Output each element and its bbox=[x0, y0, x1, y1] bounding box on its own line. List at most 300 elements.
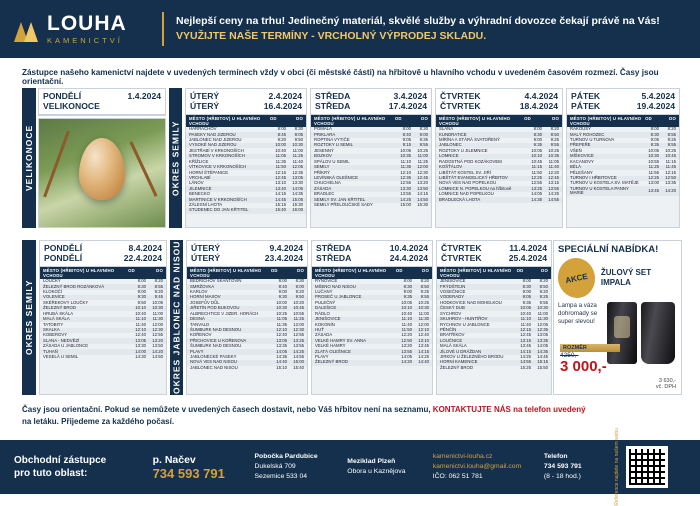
time-from-cell: 8:45 bbox=[277, 131, 286, 137]
time-to-cell: 12:00 bbox=[418, 321, 429, 327]
time-to-cell: 14:35 bbox=[537, 348, 548, 354]
row2-col0-table bbox=[40, 279, 166, 360]
schedule-row-2 bbox=[22, 240, 552, 395]
place-cell: HUŤ bbox=[315, 326, 324, 332]
time-from-cell: 13:05 bbox=[135, 337, 146, 343]
time-to-cell: 9:25 bbox=[667, 136, 676, 142]
time-from-cell: 13:30 bbox=[400, 185, 411, 191]
time-from-cell: 9:05 bbox=[402, 136, 411, 142]
time-from-cell: 13:45 bbox=[648, 188, 659, 194]
row1-col0-date1: 1.4.2024 bbox=[127, 91, 161, 101]
contact-title-block bbox=[14, 454, 153, 480]
time-to-cell: 8:50 bbox=[550, 131, 559, 137]
time-to-cell: 12:35 bbox=[537, 326, 548, 332]
place-cell: SYCHROV bbox=[440, 310, 462, 316]
time-from-cell: 9:20 bbox=[277, 136, 286, 142]
time-from-cell: 8:00 bbox=[278, 278, 287, 284]
time-from-cell: 14:45 bbox=[275, 196, 286, 202]
place-cell: RAKOUSY bbox=[570, 126, 592, 132]
row1-region-label: OKRES SEMILY bbox=[169, 88, 182, 228]
place-cell: HRUBÁ SKÁLA bbox=[43, 310, 74, 316]
time-from-cell: 10:55 bbox=[648, 158, 659, 164]
time-from-cell: 12:25 bbox=[531, 174, 542, 180]
place-cell: HORNÍ KAMENICE bbox=[440, 359, 478, 365]
time-to-cell: 15:30 bbox=[417, 202, 428, 208]
time-from-cell: 10:40 bbox=[520, 310, 531, 316]
time-from-cell: 13:15 bbox=[520, 337, 531, 343]
price-new: 3 000,- bbox=[560, 358, 607, 375]
page-header bbox=[0, 0, 700, 58]
schedule-row-1 bbox=[22, 88, 680, 228]
row2-vertical-label: OKRES SEMILY bbox=[22, 240, 36, 395]
place-cell: SLANÁ bbox=[439, 126, 454, 132]
time-to-cell: 15:30 bbox=[292, 202, 303, 208]
place-cell: VŠEŇ bbox=[570, 147, 582, 153]
time-to-cell: 11:30 bbox=[418, 316, 429, 322]
time-from-cell: 14:15 bbox=[520, 348, 531, 354]
header-tagline-2: VYUŽIJTE NAŠE TERMÍNY - VRCHOLNÝ VÝPRODEJ SKLADU. bbox=[176, 30, 487, 42]
time-to-cell: 12:30 bbox=[152, 326, 163, 332]
time-to-cell: 13:55 bbox=[548, 185, 559, 191]
time-from-cell: 14:40 bbox=[276, 359, 287, 365]
company-phone[interactable]: 734 593 791 bbox=[543, 463, 582, 471]
velikonoce-photo bbox=[38, 118, 166, 228]
row2-col-3: ČTVRTEK 11.4.2024 ČTVRTEK 25.4.2024 MĚSTO (HŘBITOV) U HLAVNÍHO VCHODU OD DO JENIŠOVICE 8:00 8:20 FRÝDŠTEJN 8:30 8:50 VOSEČNICE 9:00 9:20 VODERADY 9:05 9:25 HODKOVICE NAD MOHELKOU 9:35 9:55 ČESKÝ DUB 10:05 10:30 SYCHROV 10:40 11:00 SKUHROV - HUNTÍŘOV 11:10 11:30 RYCHNOV U JABLONCE 11:40 12:05 PĚNČÍN 12:15 12:35 BRATŘÍKOV 12:45 13:05 LOUČNICE 13:15 13:35 MALÁ SKÁLA 13:45 14:05 JÍLOVÉ U DRÁŽDAN 14:15 14:35 JIRKOV U ŽELEZNÉHO BRODU 14:25 14:45 HORNÍ KAMENICE 14:55 15:15 ŽELEZNÝ BROD 15:25 15:50 bbox=[436, 240, 552, 395]
time-to-cell: 12:55 bbox=[152, 332, 163, 338]
time-from-cell: 11:10 bbox=[135, 316, 146, 322]
time-from-cell: 11:50 bbox=[401, 326, 412, 332]
place-cell: KOKONÍN bbox=[315, 321, 335, 327]
plant-label: Meziklad Plzeň bbox=[347, 458, 396, 466]
time-from-cell: 10:05 bbox=[520, 305, 531, 311]
time-to-cell: 8:55 bbox=[667, 131, 676, 137]
place-cell: BOZKOV bbox=[314, 153, 332, 159]
time-from-cell: 14:25 bbox=[520, 354, 531, 360]
place-cell: VOSEČNICE bbox=[440, 288, 466, 294]
place-cell: VESELÁ U SEMIL bbox=[43, 354, 79, 360]
place-cell: NOVÁ VES NAD NISOU bbox=[190, 359, 238, 365]
time-to-cell: 9:55 bbox=[550, 142, 559, 148]
time-to-cell: 15:05 bbox=[292, 196, 303, 202]
time-from-cell: 13:35 bbox=[276, 343, 287, 349]
place-cell: LOMNICE NAD POPELKOU bbox=[439, 191, 494, 197]
row1-col1-day2: ÚTERÝ bbox=[190, 100, 220, 111]
time-to-cell: 12:50 bbox=[665, 174, 676, 180]
place-cell: JABLONECKÉ PASEKY bbox=[190, 354, 237, 360]
place-cell: PROSEČ U JABLONCE bbox=[315, 294, 362, 300]
place-cell: MÍRÍNA A STÁRÁ SVATOŘENÝ bbox=[439, 136, 500, 142]
place-cell: TURNOV U KOSTELA SV. MATĚJE bbox=[570, 180, 639, 186]
place-cell: SPÁLOV U SEMIL bbox=[314, 158, 350, 164]
time-from-cell: 10:10 bbox=[135, 305, 146, 311]
time-to-cell: 9:55 bbox=[539, 299, 548, 305]
place-cell: TATOBITY bbox=[43, 321, 64, 327]
place-cell: JABLONEC bbox=[439, 142, 462, 148]
time-to-cell: 11:00 bbox=[537, 310, 548, 316]
time-to-cell: 12:45 bbox=[548, 174, 559, 180]
time-from-cell: 8:00 bbox=[403, 278, 412, 284]
row2-col1-day1: ÚTERÝ bbox=[191, 243, 221, 253]
time-from-cell: 10:25 bbox=[276, 310, 287, 316]
time-to-cell: 12:00 bbox=[152, 321, 163, 327]
time-to-cell: 14:35 bbox=[292, 191, 303, 197]
time-from-cell: 9:35 bbox=[522, 299, 531, 305]
time-from-cell: 11:55 bbox=[648, 169, 659, 175]
time-from-cell: 9:35 bbox=[650, 142, 659, 148]
time-from-cell: 11:40 bbox=[135, 321, 146, 327]
time-from-cell: 10:40 bbox=[135, 310, 146, 316]
time-to-cell: 14:45 bbox=[537, 354, 548, 360]
place-cell: KUNDRATICE bbox=[439, 131, 467, 137]
place-cell: ŽELEZNÝ BROD bbox=[43, 305, 76, 311]
time-from-cell: 9:50 bbox=[137, 299, 146, 305]
product-description: Lampa a váza dohromady se super slevou! bbox=[558, 302, 598, 325]
row1-col0-day2: VELIKONOCE bbox=[43, 100, 100, 111]
place-cell: LOMNICE N. POPELKOU na hřbitově bbox=[439, 185, 512, 191]
time-to-cell: 11:40 bbox=[292, 158, 303, 164]
place-cell: PASEKY NAD JIZEROU bbox=[189, 131, 236, 137]
time-to-cell: 13:05 bbox=[292, 174, 303, 180]
row2-col2-day1: STŘEDA bbox=[316, 243, 352, 253]
note-line1a: Časy jsou orientační. Pokud se nemůžete v uvedených časech dostavit, nebo Váš hřbitov není na seznamu, bbox=[22, 405, 433, 414]
orientation-note bbox=[22, 404, 682, 428]
time-to-cell: 9:50 bbox=[294, 136, 303, 142]
time-to-cell: 9:55 bbox=[667, 142, 676, 148]
time-from-cell: 9:35 bbox=[403, 294, 412, 300]
row2-col1-table bbox=[187, 279, 307, 371]
time-from-cell: 10:05 bbox=[400, 147, 411, 153]
row2-columns-right bbox=[186, 240, 552, 395]
place-cell: LOUČNICE bbox=[440, 337, 463, 343]
qr-caption: Reference najdete na našem webu bbox=[614, 428, 620, 506]
row2-col3-table bbox=[437, 279, 551, 371]
place-cell: RADOSTNÁ POD KOZÁKOVEM bbox=[439, 158, 502, 164]
time-to-cell: 12:05 bbox=[537, 321, 548, 327]
time-to-cell: 16:00 bbox=[292, 207, 303, 213]
email-link[interactable]: kamenictvi.louha@gmail.com bbox=[432, 463, 522, 471]
time-from-cell: 9:00 bbox=[403, 288, 412, 294]
time-from-cell: 9:00 bbox=[533, 136, 542, 142]
place-cell: VODERADY bbox=[440, 294, 465, 300]
place-cell: POMÁLA bbox=[314, 126, 332, 132]
time-from-cell: 12:15 bbox=[275, 169, 286, 175]
row1-col4-day1: PÁTEK bbox=[571, 91, 601, 101]
time-to-cell: 14:25 bbox=[548, 191, 559, 197]
place-cell: ALBRECHTICE V JIZER. HORÁCH bbox=[190, 310, 259, 316]
place-cell: ČESKÝ DUB bbox=[440, 305, 465, 311]
time-to-cell: 12:20 bbox=[548, 169, 559, 175]
time-from-cell: 8:30 bbox=[137, 283, 146, 289]
row1-col1-date2: 16.4.2024 bbox=[263, 100, 302, 111]
time-to-cell: 8:50 bbox=[539, 283, 548, 289]
time-to-cell: 8:20 bbox=[154, 278, 163, 284]
row1-col-4: PÁTEK 5.4.2024 PÁTEK 19.4.2024 MĚSTO (HŘBITOV) U HLAVNÍHO VCHODU OD DO RAKOUSY 8:00 8:20 MALÝ ROHOZEC 8:30 8:55 TURNOV U TURNOVA 9:05 9:25 PŘEPEŘE 9:35 9:55 VŠEŇ 10:05 10:25 MÍŠKOVICE 10:30 10:45 KACANOVY 10:55 11:15 BĚLÁ 11:25 11:45 PĚLEŠANY 11:55 12:15 TURNOV I HŘBITOVCE 12:25 12:50 TURNOV U KOSTELA SV. MATĚJE 13:00 13:35 TURNOV U KOSTELA PANNY MARIE 13:45 14:20 bbox=[566, 88, 680, 228]
time-from-cell: 9:05 bbox=[650, 136, 659, 142]
place-cell: JABLONEC NAD JIZEROU bbox=[189, 136, 242, 142]
time-from-cell: 11:05 bbox=[276, 316, 287, 322]
row2-region-label: OKRES JABLONEC NAD NISOU bbox=[171, 240, 182, 395]
time-from-cell: 8:30 bbox=[650, 131, 659, 137]
time-to-cell: 12:30 bbox=[417, 169, 428, 175]
time-from-cell: 15:40 bbox=[275, 207, 286, 213]
time-to-cell: 12:10 bbox=[418, 326, 429, 332]
time-from-cell: 11:10 bbox=[400, 158, 411, 164]
website-link[interactable]: kamenictvi-louha.cz bbox=[432, 453, 493, 461]
place-cell: VOLENÍCE bbox=[43, 294, 65, 300]
time-from-cell: 10:40 bbox=[401, 310, 412, 316]
time-from-cell: 11:05 bbox=[275, 153, 286, 159]
place-cell: CHUCHELNA bbox=[314, 180, 341, 186]
contact-bar bbox=[0, 428, 700, 506]
time-to-cell: 9:50 bbox=[295, 294, 304, 300]
place-cell: SEMILY PŘELOUČSKÉ SADY bbox=[314, 202, 373, 208]
header-divider bbox=[162, 12, 164, 46]
time-to-cell: 9:55 bbox=[419, 142, 428, 148]
place-cell: TURNOV U KOSTELA PANNY MARIE bbox=[570, 185, 629, 196]
phone-hours: (8 - 18 hod.) bbox=[543, 472, 581, 480]
time-to-cell: 12:00 bbox=[293, 321, 304, 327]
place-cell: ZÁSADA bbox=[315, 332, 333, 338]
time-to-cell: 10:05 bbox=[152, 299, 163, 305]
brand-subtitle: KAMENICTVÍ bbox=[47, 36, 123, 46]
time-to-cell: 14:15 bbox=[417, 191, 428, 197]
ico-value: IČO: 062 51 781 bbox=[432, 472, 483, 480]
place-cell: BĚLÁ bbox=[570, 164, 581, 170]
note-line2: na letáku. Přijedeme za každého počasí. bbox=[22, 417, 175, 426]
row1-col0-day1: PONDĚLÍ bbox=[43, 91, 82, 101]
place-cell: MALÁ SKÁLA bbox=[440, 343, 467, 349]
time-to-cell: 14:40 bbox=[418, 359, 429, 365]
row1-col1-date1: 2.4.2024 bbox=[268, 91, 302, 101]
time-to-cell: 15:00 bbox=[293, 359, 304, 365]
time-to-cell: 8:20 bbox=[667, 126, 676, 132]
price-note-vat: vč. DPH bbox=[655, 384, 676, 390]
time-from-cell: 11:35 bbox=[276, 321, 287, 327]
row1-col2-table bbox=[311, 127, 431, 208]
time-to-cell: 15:15 bbox=[537, 359, 548, 365]
place-cell: JENIŠOVICE bbox=[440, 278, 466, 284]
time-from-cell: 13:40 bbox=[275, 185, 286, 191]
time-from-cell: 8:40 bbox=[402, 131, 411, 137]
place-cell: ROPTINA VYTIČE bbox=[314, 136, 350, 142]
time-to-cell: 11:25 bbox=[292, 153, 303, 159]
place-cell: JILEMNICE bbox=[189, 185, 212, 191]
row2-col1-day2: ÚTERÝ bbox=[191, 252, 221, 263]
time-from-cell: 12:45 bbox=[520, 332, 531, 338]
place-cell: ŠUMBURK NAD DESNOU bbox=[190, 326, 242, 332]
row1-col4-day2: PÁTEK bbox=[571, 100, 601, 111]
place-cell: JABLONEC NAD NISOU bbox=[190, 364, 238, 370]
place-cell: DALEŠICE bbox=[315, 305, 337, 311]
time-from-cell: 14:35 bbox=[531, 196, 542, 202]
time-to-cell: 12:15 bbox=[665, 169, 676, 175]
time-from-cell: 14:05 bbox=[401, 354, 412, 360]
place-cell: JIRKOV U ŽELEZNÉHO BRODU bbox=[440, 354, 504, 360]
place-cell: BRATŘÍKOV bbox=[440, 332, 465, 338]
time-to-cell: 13:30 bbox=[292, 180, 303, 186]
time-from-cell: 13:55 bbox=[401, 348, 412, 354]
time-to-cell: 13:50 bbox=[152, 343, 163, 349]
row1-col-0 bbox=[38, 88, 166, 228]
time-to-cell: 11:00 bbox=[292, 147, 303, 153]
place-cell: LOMNICE bbox=[439, 153, 459, 159]
place-cell: PULEČNÝ bbox=[315, 299, 336, 305]
time-to-cell: 11:05 bbox=[548, 158, 559, 164]
time-from-cell: 14:25 bbox=[400, 196, 411, 202]
row1-col3-day1: ČTVRTEK bbox=[440, 91, 481, 101]
time-from-cell: 9:00 bbox=[522, 288, 531, 294]
place-cell: HODKOVICE NAD MOHELKOU bbox=[440, 299, 502, 305]
place-cell: PĚNČÍN bbox=[440, 326, 457, 332]
time-from-cell: 8:00 bbox=[402, 126, 411, 132]
place-cell: TURNOV U TURNOVA bbox=[570, 136, 615, 142]
time-from-cell: 14:20 bbox=[401, 359, 412, 365]
time-to-cell: 14:25 bbox=[293, 348, 304, 354]
time-to-cell: 11:25 bbox=[417, 158, 428, 164]
brand-name: LOUHA bbox=[47, 12, 127, 36]
place-cell: HARRACHOV bbox=[189, 126, 217, 132]
time-to-cell: 15:50 bbox=[537, 364, 548, 370]
time-to-cell: 11:45 bbox=[665, 164, 676, 170]
table-row bbox=[311, 203, 431, 208]
place-cell: RYNOVICE bbox=[315, 278, 338, 284]
time-from-cell: 9:00 bbox=[278, 288, 287, 294]
time-from-cell: 10:00 bbox=[276, 299, 287, 305]
time-from-cell: 15:10 bbox=[276, 364, 287, 370]
time-to-cell: 10:30 bbox=[152, 305, 163, 311]
contact-title-line2: pro tuto oblast: bbox=[14, 468, 88, 479]
time-from-cell: 8:00 bbox=[277, 126, 286, 132]
time-from-cell: 14:05 bbox=[276, 348, 287, 354]
time-from-cell: 15:15 bbox=[275, 202, 286, 208]
time-from-cell: 10:10 bbox=[401, 305, 412, 311]
time-to-cell: 10:25 bbox=[417, 147, 428, 153]
time-to-cell: 8:30 bbox=[294, 126, 303, 132]
time-to-cell: 12:55 bbox=[293, 332, 304, 338]
time-from-cell: 9:15 bbox=[402, 142, 411, 148]
qr-block bbox=[611, 428, 686, 506]
place-cell: BEDŘICHOV SKANTOVÍN bbox=[190, 278, 242, 284]
time-to-cell: 8:50 bbox=[420, 283, 429, 289]
time-from-cell: 10:30 bbox=[276, 305, 287, 311]
row2-col-0: PONDĚLÍ 8.4.2024 PONDĚLÍ 22.4.2024 MĚSTO (HŘBITOV) U HLAVNÍHO VCHODU OD DO LOUČKY 8:00 8:20 ŽELEZNÝ BROD ROZÁNKOVÁ 8:30 8:55 KLOKOČÍ 9:00 9:20 VOLENÍCE 9:30 9:45 SKÉŘEKOVY LOUČKY 9:50 10:05 ŽELEZNÝ BROD 10:10 10:30 HRUBÁ SKÁLA 10:40 11:00 MALÁ SKÁLA 11:10 11:30 TATOBITY 11:40 12:00 SKALKA 12:10 12:30 KOBEROVY 12:40 12:55 SLANA - NEDVĚZÍ 13:05 13:20 ZÁSADA U JABLONCE 13:30 13:50 TUHAŇ 14:00 14:20 VESELÁ U SEMIL 14:30 14:50 bbox=[39, 240, 167, 395]
time-from-cell: 10:35 bbox=[400, 153, 411, 159]
time-to-cell: 14:05 bbox=[537, 343, 548, 349]
time-to-cell: 10:30 bbox=[292, 142, 303, 148]
time-to-cell: 8:30 bbox=[419, 126, 428, 132]
time-from-cell: 10:40 bbox=[275, 147, 286, 153]
web-block bbox=[433, 452, 544, 482]
place-cell: MALÝ ROHOZEC bbox=[570, 131, 605, 137]
time-to-cell: 13:20 bbox=[417, 180, 428, 186]
time-to-cell: 13:20 bbox=[152, 337, 163, 343]
time-from-cell: 11:50 bbox=[531, 169, 542, 175]
branch-block bbox=[255, 452, 348, 482]
time-from-cell: 12:55 bbox=[531, 180, 542, 186]
place-cell: ŽELEZNÝ BROD bbox=[440, 364, 473, 370]
time-to-cell: 12:30 bbox=[293, 326, 304, 332]
place-cell: SKUHROV - HUNTÍŘOV bbox=[440, 316, 488, 322]
header-tagline-1: Nejlepší ceny na trhu! Jedinečný materiál, skvělé služby a výhradní dovozce čekají právě na Vás! bbox=[176, 14, 660, 27]
time-from-cell: 10:05 bbox=[531, 147, 542, 153]
time-to-cell: 11:00 bbox=[417, 153, 428, 159]
time-to-cell: 8:20 bbox=[550, 126, 559, 132]
place-cell: ROZTOKY U SEMIL bbox=[314, 142, 353, 148]
time-from-cell: 8:30 bbox=[533, 131, 542, 137]
time-to-cell: 13:15 bbox=[548, 180, 559, 186]
time-from-cell: 8:40 bbox=[278, 283, 287, 289]
time-to-cell: 14:15 bbox=[418, 348, 429, 354]
time-from-cell: 8:30 bbox=[403, 283, 412, 289]
time-to-cell: 8:20 bbox=[539, 278, 548, 284]
rep-phone[interactable]: 734 593 791 bbox=[152, 465, 225, 481]
special-offer-panel bbox=[553, 240, 682, 395]
place-cell: PŘEPEŘE bbox=[570, 142, 591, 148]
place-cell: JESENNÝ bbox=[314, 147, 334, 153]
subhead-place: MĚSTO (HŘBITOV) U HLAVNÍHO VCHODU bbox=[189, 115, 261, 126]
akce-badge: AKCE bbox=[554, 255, 598, 302]
place-cell: VELKÉ HAMRY bbox=[315, 343, 346, 349]
branch-line2: Sezemice 533 04 bbox=[254, 472, 308, 480]
place-cell: LOUČKY bbox=[43, 278, 61, 284]
time-from-cell: 8:00 bbox=[137, 278, 146, 284]
place-cell: ZÁSADA U JABLONCE bbox=[43, 343, 89, 349]
place-cell: JOSEFŮV DŮL bbox=[190, 299, 220, 305]
branch-label: Pobočka Pardubice bbox=[254, 453, 318, 461]
place-cell: MŠENO NAD NISOU bbox=[315, 283, 356, 289]
time-from-cell: 13:00 bbox=[648, 180, 659, 186]
time-from-cell: 11:10 bbox=[520, 316, 531, 322]
time-from-cell: 13:10 bbox=[275, 180, 286, 186]
time-from-cell: 8:30 bbox=[522, 283, 531, 289]
time-from-cell: 9:00 bbox=[137, 288, 146, 294]
row2-col2-day2: STŘEDA bbox=[316, 252, 352, 263]
time-from-cell: 13:25 bbox=[531, 185, 542, 191]
row1-col3-day2: ČTVRTEK bbox=[440, 100, 481, 111]
place-cell: KARLOV bbox=[190, 288, 208, 294]
place-cell: SEMILY SV. JAN KŘTITEL bbox=[314, 196, 366, 202]
place-cell: PRIKLARA bbox=[314, 131, 336, 137]
place-cell: ROZTOKY U JILEMNICE bbox=[439, 147, 488, 153]
time-to-cell: 13:05 bbox=[537, 332, 548, 338]
vase-product-image bbox=[641, 302, 675, 364]
table-row bbox=[40, 355, 166, 360]
place-cell: LIBŠTÁT EVANGELICKÝ HŘBITOV bbox=[439, 174, 508, 180]
time-to-cell: 10:35 bbox=[548, 153, 559, 159]
place-cell: HORNÍ ŠTĚPANICE bbox=[189, 169, 229, 175]
place-cell: SKÉŘEKOVY LOUČKY bbox=[43, 299, 89, 305]
time-from-cell: 11:25 bbox=[648, 164, 659, 170]
time-to-cell: 14:20 bbox=[665, 188, 676, 194]
place-cell: ŽELEZNÝ BROD bbox=[315, 359, 348, 365]
time-from-cell: 12:55 bbox=[400, 180, 411, 186]
place-cell: LIBŠTÁT KOSTEL SV. JIŘÍ bbox=[439, 169, 491, 175]
time-from-cell: 8:00 bbox=[533, 126, 542, 132]
time-to-cell: 11:30 bbox=[152, 316, 163, 322]
row2-col-2: STŘEDA 10.4.2024 STŘEDA 24.4.2024 MĚSTO (HŘBITOV) U HLAVNÍHO VCHODU OD DO RYNOVICE 8:00 8:20 MŠENO NAD NISOU 8:30 8:50 LUČANY 9:00 9:25 PROSEČ U JABLONCE 9:35 9:55 PULEČNÝ 10:05 10:25 DALEŠICE 10:10 10:30 RÁDLO 10:40 11:00 JENIŠOVICE 11:10 11:30 KOKONÍN 11:40 12:00 HUŤ 11:50 12:10 ZÁSADA 12:20 12:40 VELKÉ HAMRY SV. ANNA 12:50 13:10 VELKÉ HAMRY 13:20 13:45 ZLATÁ OLEŠNICE 13:55 14:15 PLAVY 14:05 14:25 ŽELEZNÝ BROD 14:20 14:40 bbox=[311, 240, 433, 395]
time-to-cell: 9:20 bbox=[539, 288, 548, 294]
brand-logo bbox=[0, 13, 160, 45]
qr-code[interactable] bbox=[626, 446, 668, 488]
row1-col1-day1: ÚTERÝ bbox=[190, 91, 220, 101]
price-note: 3 630,- bbox=[658, 378, 676, 384]
time-to-cell: 9:20 bbox=[154, 288, 163, 294]
place-cell: SKALKA bbox=[43, 326, 60, 332]
place-cell: ZÁLESNÍ LHOTA bbox=[189, 202, 223, 208]
place-cell: VRCHLABÍ bbox=[189, 174, 211, 180]
time-from-cell: 10:30 bbox=[648, 153, 659, 159]
place-cell: KLOKOČÍ bbox=[43, 288, 63, 294]
